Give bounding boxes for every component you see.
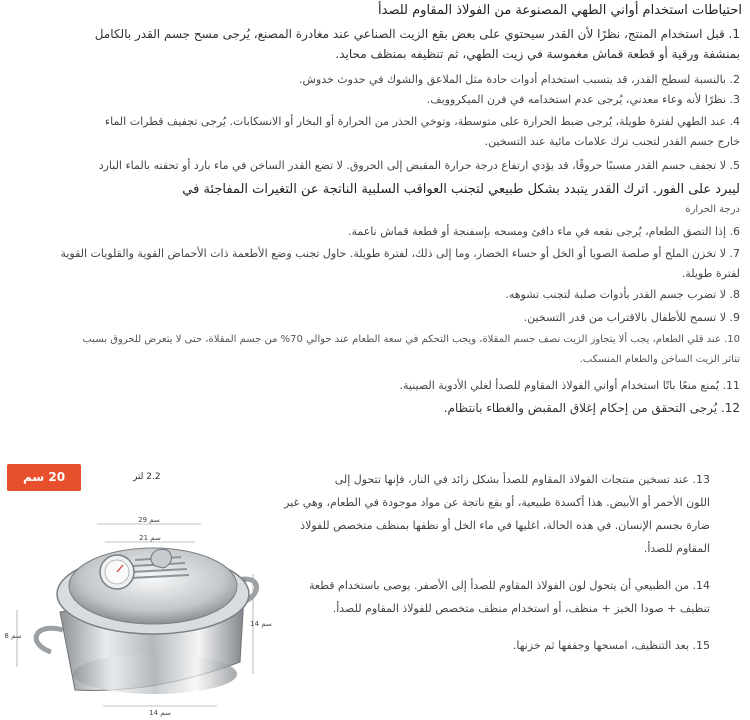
dim-lid-top: 29 سم [138, 516, 160, 524]
precaution-item [20, 200, 740, 220]
cleaning-item [290, 574, 710, 620]
precaution-item [20, 90, 740, 110]
product-image [5, 462, 270, 720]
precaution-line: 4. عند الطهي لفترة طويلة، يُرجى ضبط الحرارة على متوسطة، وتوخي الحذر من الحرارة أو البخار أو الانسكابات. يُرجى تجفيف قطرات الماء [104, 115, 740, 128]
precaution-item [20, 222, 740, 242]
precaution-line: 10. عند قلي الطعام، يجب ألا يتجاوز الزيت نصف جسم المقلاة، ويجب التحكم في سعة الطعام عند حوالي 70% من جسم المقلاة، حتى لا يتعرض للحروق بسبب [82, 334, 740, 345]
precaution-line: خارج جسم القدر لتجنب ترك علامات مائية عند التسخين. [484, 135, 740, 148]
cleaning-item [290, 634, 710, 657]
precaution-line: 9. لا تسمح للأطفال بالاقتراب من قدر التسخين. [523, 311, 740, 324]
precaution-line: بمنشفة ورقية أو قطعة قماش مغموسة في زيت الطهي، ثم تنظيفه بمنظف محايد. [335, 47, 740, 61]
dim-side-height: 8 سم [4, 632, 22, 640]
precaution-item [20, 24, 740, 64]
precaution-line: 6. إذا التصق الطعام، يُرجى نقعه في ماء دافئ ومسحه بإسفنجة أو قطعة قماش ناعمة. [347, 225, 740, 238]
precaution-item [20, 376, 740, 396]
dim-body-height: 14 سم [250, 620, 272, 628]
precaution-item [20, 398, 740, 418]
precaution-item [20, 70, 740, 90]
precaution-line: 2. بالنسبة لسطح القدر، قد يتسبب استخدام أدوات حادة مثل الملاعق والشوك في حدوث خدوش. [298, 73, 740, 86]
cleaning-line: 15. بعد التنظيف، امسحها وجففها ثم خزنها. [512, 639, 710, 652]
precaution-line: 3. نظرًا لأنه وعاء معدني، يُرجى عدم استخدامه في فرن الميكروويف. [426, 93, 740, 106]
precaution-item [20, 244, 740, 284]
cleaning-line: ضارة بجسم الإنسان. في هذه الحالة، اغليها في ماء الخل أو نظفها بمنظف متخصص للفولاذ [300, 519, 710, 532]
dim-bottom: 14 سم [149, 709, 171, 717]
precaution-line: درجة الحرارة [685, 204, 740, 215]
precaution-item [20, 330, 740, 370]
precaution-line: ليبرد على الفور. اترك القدر يتبدد بشكل طبيعي لتجنب العواقب السلبية الناتجة عن التغيرات المفاجئة في [182, 182, 740, 197]
cleaning-item [284, 468, 710, 560]
cleaning-line: اللون الأحمر أو الأبيض. هذا أكسدة طبيعية، أو بقع ناتجة عن مواد موجودة في الطعام، وهي غير [284, 496, 710, 509]
size-badge: 20 سم [7, 464, 81, 491]
precaution-item [20, 112, 740, 152]
precaution-line: 12. يُرجى التحقق من إحكام إغلاق المقبض والغطاء بانتظام. [443, 401, 740, 415]
capacity-label: 2.2 لتر [133, 472, 161, 482]
precaution-line: لفترة طويلة. [681, 267, 740, 280]
precaution-line: تناثر الزيت الساخن والطعام المنسكب. [579, 354, 740, 365]
cleaning-line: 13. عند تسخين منتجات الفولاذ المقاوم للصدأ بشكل زائد في النار، فإنها تتحول إلى [334, 473, 710, 486]
cleaning-notes [284, 468, 710, 657]
dim-body-top: 21 سم [139, 534, 161, 542]
precaution-item [20, 180, 740, 200]
cleaning-line: تنظيف + صودا الخبز + منظف، أو استخدام منظف متخصص للفولاذ المقاوم للصدأ. [332, 602, 710, 615]
precaution-item [20, 156, 740, 176]
pot-illustration [5, 462, 270, 720]
cleaning-line: المقاوم للصدأ. [643, 542, 710, 555]
precaution-item [20, 285, 740, 305]
document-title: احتياطات استخدام أواني الطهي المصنوعة من الفولاذ المقاوم للصدأ [378, 3, 742, 18]
precaution-line: 7. لا تخزن الملح أو صلصة الصويا أو الخل أو حساء الخضار، وما إلى ذلك، لفترة طويلة. حاول تجنب وضع الأطعمة ذات الأحماض القوية والقلويات القوية [60, 247, 740, 260]
precaution-line: 11. يُمنع منعًا باتًا استخدام أواني الفولاذ المقاوم للصدأ لغلي الأدوية الصينية. [399, 379, 740, 392]
precaution-line: 5. لا تجفف جسم القدر مسببًا حروقًا، قد يؤدي ارتفاع درجة حرارة المقبض إلى الحروق. لا تضع القدر الساخن في ماء بارد أو تحقنه بالماء البارد [98, 159, 740, 172]
precaution-line: 8. لا تضرب جسم القدر بأدوات صلبة لتجنب تشوهه. [505, 288, 740, 301]
precaution-item [20, 308, 740, 328]
cleaning-line: 14. من الطبيعي أن يتحول لون الفولاذ المقاوم للصدأ إلى الأصفر. يوصى باستخدام قطعة [309, 579, 710, 592]
precaution-line: 1. قبل استخدام المنتج، نظرًا لأن القدر سيحتوي على بعض بقع الزيت الصناعي عند مغادرة المصنع، يُرجى مسح جسم القدر بالكامل [94, 27, 740, 41]
